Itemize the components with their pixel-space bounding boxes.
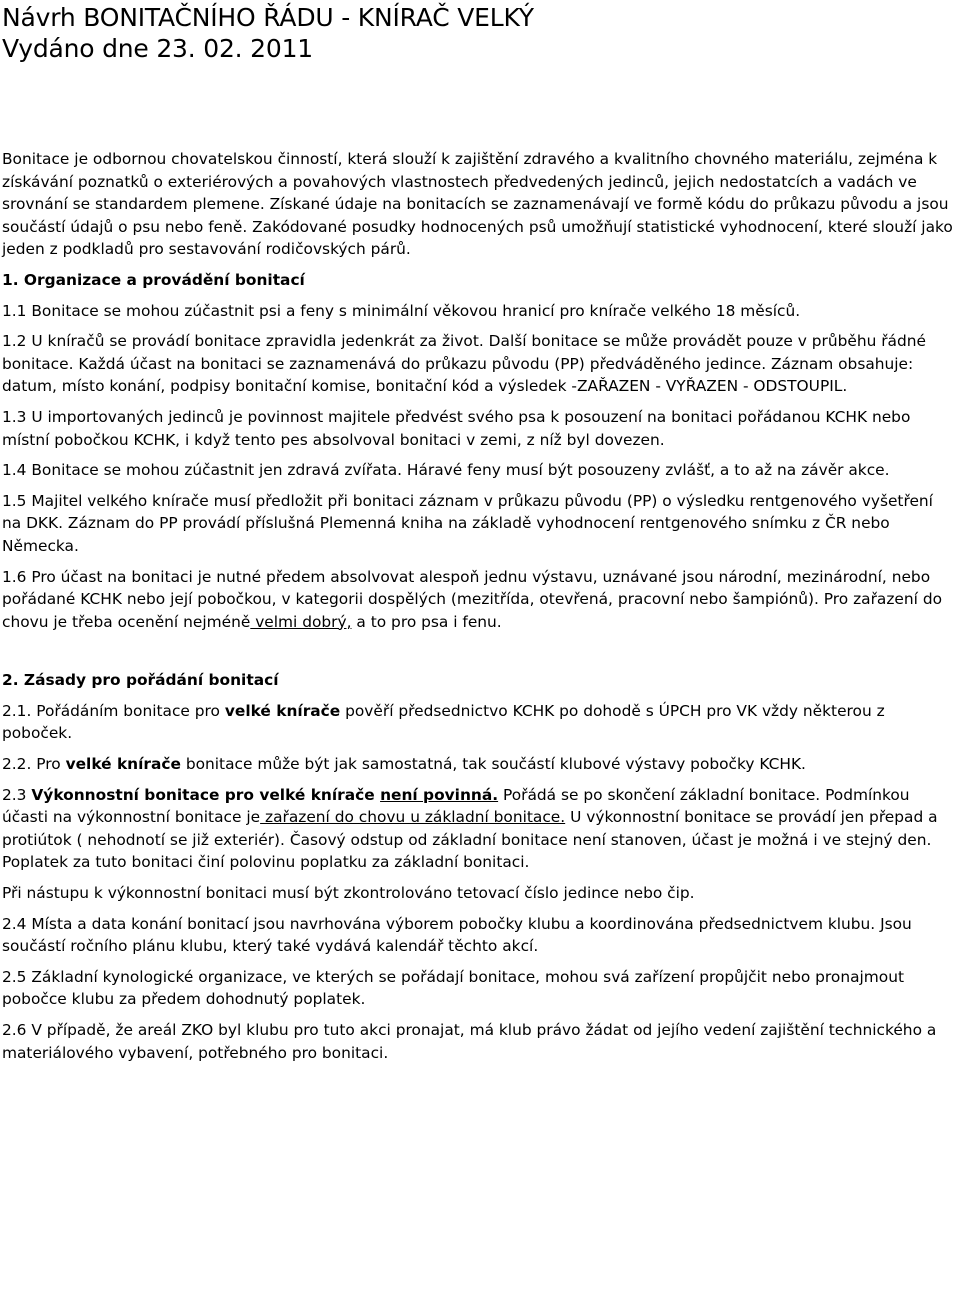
paragraph-2-3-bold: Výkonnostní bonitace pro velké knírače <box>31 785 381 804</box>
paragraph-2-3-underlined: zařazení do chovu u základní bonitace. <box>260 808 566 827</box>
paragraph-1-6-text: 1.6 Pro účast na bonitaci je nutné předem absolvovat alespoň jednu výstavu, uznávané jsou národní, mezinárodní, nebo pořádané KCHK nebo její pobočkou, v kategorii dospělých (mezitřída, otevřená, pracovní nebo šampiónů). Pro zařazení do chovu je třeba ocenění nejméně <box>2 567 942 631</box>
paragraph-2-1-text: 2.1. Pořádáním bonitace pro <box>2 701 225 720</box>
paragraph-2-1-bold: velké knírače <box>224 701 341 720</box>
title-line-2: Vydáno dne 23. 02. 2011 <box>2 34 313 63</box>
paragraph-2-3-bold-underlined: není povinná. <box>380 785 499 804</box>
section-2-heading: 2. Zásady pro pořádání bonitací <box>2 671 279 690</box>
paragraph-2-5: 2.5 Základní kynologické organizace, ve kterých se pořádají bonitace, mohou svá zařízení propůjčit nebo pronajmout pobočce klubu za předem dohodnutý poplatek. <box>2 967 904 1009</box>
paragraph-2-3-text: Pořádá se po skončení základní bonitace. Podmínkou účasti na výkonnostní bonitace je <box>2 785 910 827</box>
paragraph-1-2: 1.2 U kníračů se provádí bonitace zpravidla jedenkrát za život. Další bonitace se může provádět pouze v průběhu řádné bonitace. Každá účast na bonitaci se zaznamenává do průkazu původu (PP) předváděného jedince. Záznam obsahuje: datum, místo konání, podpisy bonitační komise, bonitační kód a výsledek -ZAŘAZEN - VYŘAZEN - ODSTOUPIL. <box>2 332 926 396</box>
paragraph-2-1 <box>2 700 954 745</box>
document-body <box>2 148 954 1064</box>
paragraph-1-6 <box>2 566 954 634</box>
intro-paragraph: Bonitace je odbornou chovatelskou činností, která slouží k zajištění zdravého a kvalitního chovného materiálu, zejména k získávání poznatků o exteriérových a povahových vlastnostech předvedených jedinců, jejich nedostatcích a vadách ve srovnání se standardem plemene. Získané údaje na bonitacích se zaznamenávají ve formě kódu do průkazu původu a jsou součástí údajů o psu nebo feně. Zakódované posudky hodnocených psů umožňují statistické vyhodnocení, které slouží jako jeden z podkladů pro sestavování rodičovských párů. <box>2 150 953 259</box>
paragraph-2-1-tail: pověří předsednictvo KCHK po dohodě s ÚPCH pro VK vždy některou z poboček. <box>2 701 885 743</box>
paragraph-2-2 <box>2 753 954 776</box>
paragraph-2-6: 2.6 V případě, že areál ZKO byl klubu pro tuto akci pronajat, má klub právo žádat od jejího vedení zajištění technického a materiálového vybavení, potřebného pro bonitaci. <box>2 1021 937 1062</box>
paragraph-1-3: 1.3 U importovaných jedinců je povinnost majitele předvést svého psa k posouzení na bonitaci pořádanou KCHK nebo místní pobočkou KCHK, i když tento pes absolvoval bonitaci v zemi, z níž byl dovezen. <box>2 407 911 449</box>
paragraph-1-6-tail: a to pro psa i fenu. <box>351 612 502 631</box>
title-line-1: Návrh BONITAČNÍHO ŘÁDU - KNÍRAČ VELKÝ <box>2 3 534 32</box>
document-title <box>2 2 954 64</box>
paragraph-2-2-text: 2.2. Pro <box>2 755 66 774</box>
paragraph-1-6-underlined: velmi dobrý, <box>250 612 352 631</box>
paragraph-1-4: 1.4 Bonitace se mohou zúčastnit jen zdravá zvířata. Háravé feny musí být posouzeny zvlášť, a to až na závěr akce. <box>2 461 890 480</box>
paragraph-2-3-number: 2.3 <box>2 785 32 804</box>
paragraph-2-2-bold: velké knírače <box>65 755 181 774</box>
section-1-heading: 1. Organizace a provádění bonitací <box>2 270 305 289</box>
paragraph-2-3 <box>2 784 954 874</box>
paragraph-1-5: 1.5 Majitel velkého knírače musí předložit při bonitaci záznam v průkazu původu (PP) o výsledku rentgenového vyšetření na DKK. Záznam do PP provádí příslušná Plemenná kniha na základě vyhodnocení rentgenového snímku z ČR nebo Německa. <box>2 491 933 555</box>
paragraph-2-2-tail: bonitace může být jak samostatná, tak součástí klubové výstavy pobočky KCHK. <box>180 755 806 774</box>
paragraph-2-4: 2.4 Místa a data konání bonitací jsou navrhována výborem pobočky klubu a koordinována předsednictvem klubu. Jsou součástí ročního plánu klubu, který také vydává kalendář těchto akcí. <box>2 914 912 956</box>
paragraph-2-3-tail: U výkonnostní bonitace se provádí jen přepad a protiútok ( nehodnotí se již exteriér). Časový odstup od základní bonitace není stanoven, účast je možná i ve stejný den. Poplatek za tuto bonitaci činí polovinu poplatku za základní bonitaci. <box>2 808 938 872</box>
document-page <box>2 2 954 1064</box>
paragraph-2-3-note: Při nástupu k výkonnostní bonitaci musí být zkontrolováno tetovací číslo jedince nebo čip. <box>2 884 695 903</box>
paragraph-1-1: 1.1 Bonitace se mohou zúčastnit psi a feny s minimální věkovou hranicí pro knírače velkého 18 měsíců. <box>2 301 801 320</box>
